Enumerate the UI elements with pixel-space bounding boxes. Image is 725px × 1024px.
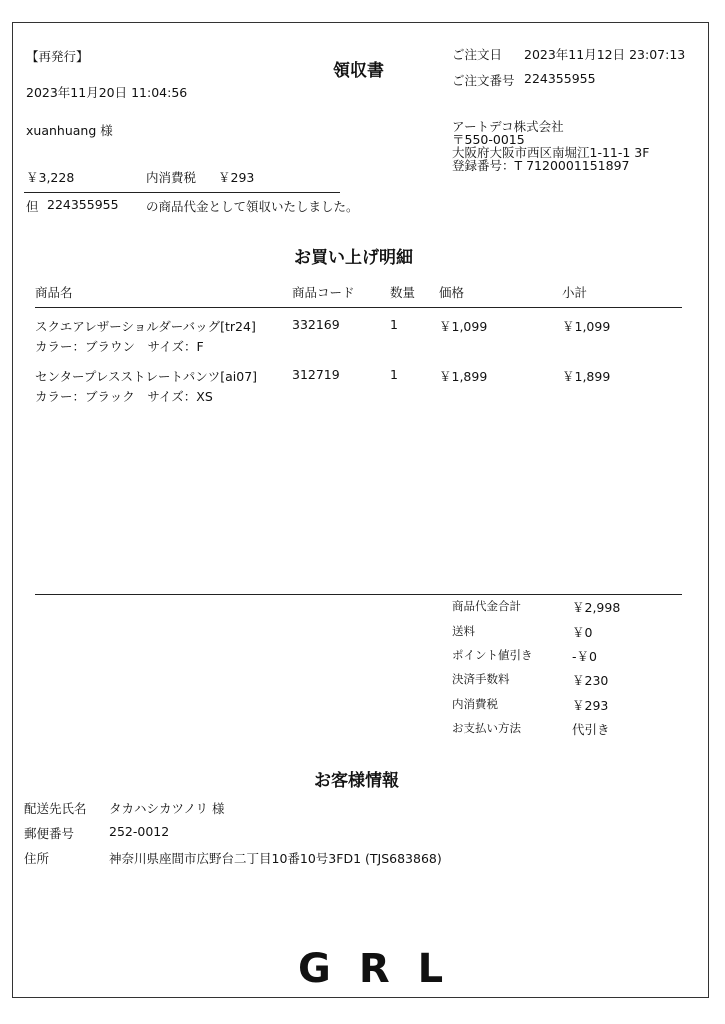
receipt-amount: ￥3,228 (26, 170, 75, 185)
company-address: 大阪府大阪市西区南堀江1-11-1 3F (452, 145, 650, 160)
item-price: ￥1,099 (439, 319, 488, 334)
proviso-order: 224355955 (47, 197, 119, 212)
total-value: -￥0 (572, 649, 597, 664)
tax-amount: ￥293 (218, 170, 255, 185)
item-variant: カラー：ブラウン サイズ：F (35, 339, 204, 354)
field-value: 神奈川県座間市広野台二丁目10番10号3FD1 (TJS683868) (109, 851, 442, 866)
proviso-prefix: 但 (26, 199, 39, 214)
company-registration: 登録番号：T 7120001151897 (452, 158, 630, 173)
reissue-label: 【再発行】 (26, 49, 89, 64)
brand-logo: GRL (298, 946, 472, 992)
item-variant: カラー：ブラック サイズ：XS (35, 389, 213, 404)
total-label: ポイント値引き (452, 648, 533, 662)
tax-label: 内消費税 (146, 170, 197, 185)
customer-name: xuanhuang 様 (26, 123, 113, 138)
company-name: アートデコ株式会社 (452, 119, 564, 134)
total-value: ￥2,998 (572, 600, 621, 615)
customer-section-title: お客様情報 (314, 771, 399, 791)
total-value: ￥0 (572, 625, 593, 640)
amount-underline (24, 192, 340, 193)
company-postal: 〒550-0015 (452, 132, 525, 147)
total-value: ￥293 (572, 698, 609, 713)
item-name: センタープレスストレートパンツ[ai07] (35, 369, 258, 384)
total-value: ￥230 (572, 673, 609, 688)
item-code: 332169 (292, 317, 340, 332)
order-number-value: 224355955 (524, 71, 596, 86)
field-value: 252-0012 (109, 824, 170, 839)
item-subtotal: ￥1,099 (562, 319, 611, 334)
issued-datetime: 2023年11月20日 11:04:56 (26, 85, 188, 100)
total-label: 送料 (452, 624, 475, 638)
items-bottom-rule (35, 594, 682, 595)
field-label: 住所 (24, 851, 50, 866)
header-name: 商品名 (35, 285, 73, 300)
item-name: スクエアレザーショルダーバッグ[tr24] (35, 319, 256, 334)
total-value: 代引き (572, 722, 610, 737)
header-qty: 数量 (390, 285, 416, 300)
item-price: ￥1,899 (439, 369, 488, 384)
item-qty: 1 (390, 367, 398, 382)
order-date-value: 2023年11月12日 23:07:13 (524, 47, 686, 62)
header-code: 商品コード (292, 285, 355, 300)
header-price: 価格 (439, 285, 465, 300)
header-subtotal: 小計 (562, 285, 588, 300)
receipt-title: 領収書 (333, 61, 384, 81)
items-section-title: お買い上げ明細 (294, 248, 413, 268)
total-label: 内消費税 (452, 697, 498, 711)
order-number-label: ご注文番号 (452, 73, 515, 88)
item-code: 312719 (292, 367, 340, 382)
proviso-text: の商品代金として領収いたしました。 (146, 199, 359, 214)
field-label: 郵便番号 (24, 826, 75, 841)
field-label: 配送先氏名 (24, 801, 87, 816)
items-header-rule (35, 307, 682, 308)
total-label: 商品代金合計 (452, 599, 521, 613)
order-date-label: ご注文日 (452, 47, 503, 62)
total-label: お支払い方法 (452, 721, 521, 735)
field-value: タカハシカツノリ 様 (109, 801, 225, 816)
item-qty: 1 (390, 317, 398, 332)
total-label: 決済手数料 (452, 672, 510, 686)
item-subtotal: ￥1,899 (562, 369, 611, 384)
